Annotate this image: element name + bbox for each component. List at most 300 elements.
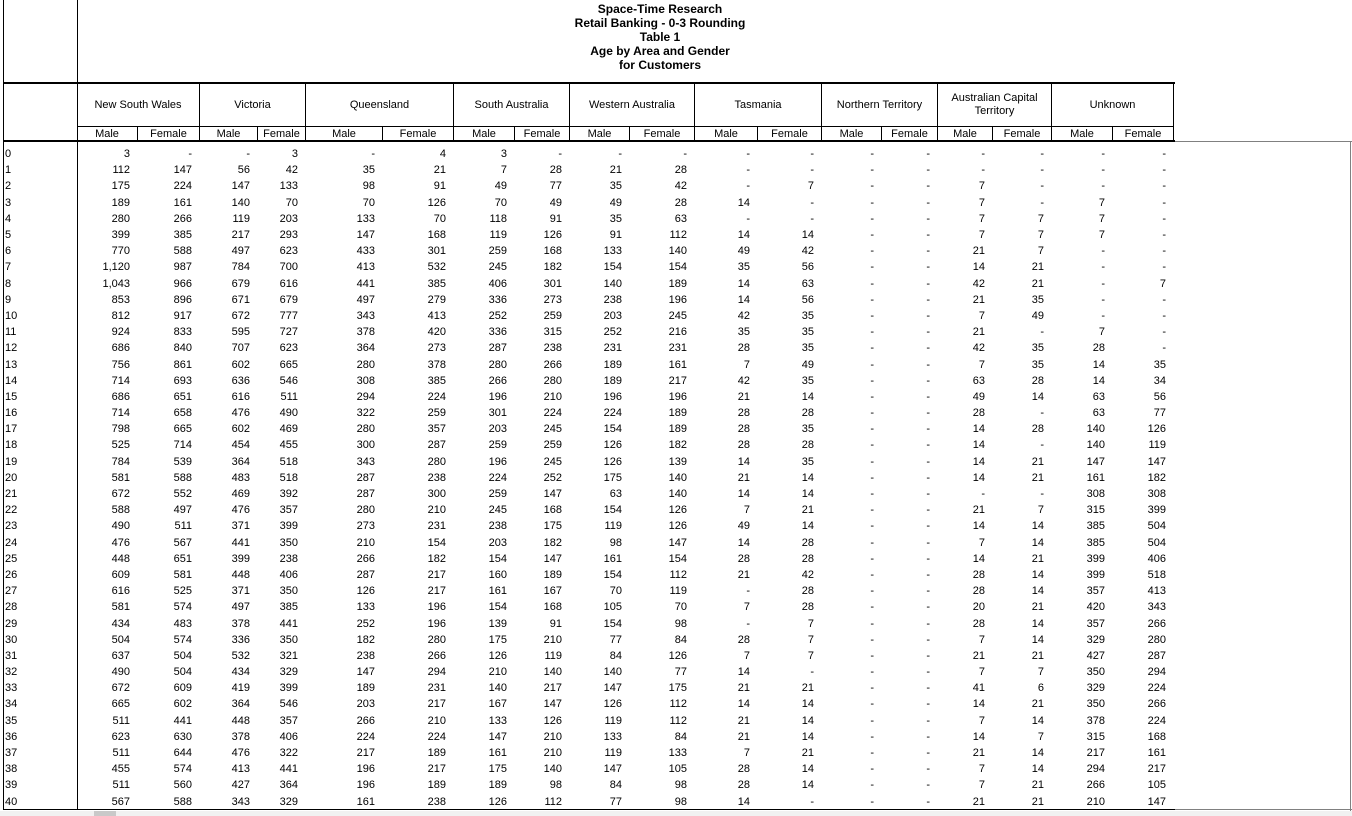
data-cell: 343 <box>356 309 375 322</box>
data-cell: 49 <box>549 196 562 209</box>
table-row <box>3 502 1174 518</box>
data-cell: 203 <box>356 698 375 711</box>
data-cell: 56 <box>801 293 814 306</box>
data-cell: 266 <box>1086 779 1105 792</box>
data-cell: - <box>870 342 874 355</box>
table-row <box>3 389 1174 405</box>
data-cell: 189 <box>603 374 622 387</box>
data-cell: 525 <box>173 585 192 598</box>
data-cell: 504 <box>1147 536 1166 549</box>
data-cell: - <box>1101 277 1105 290</box>
data-cell: 182 <box>668 439 687 452</box>
data-cell: 672 <box>111 488 130 501</box>
data-cell: 119 <box>604 714 622 727</box>
data-cell: 21 <box>737 471 750 484</box>
table-row <box>3 340 1174 356</box>
data-cell: - <box>926 747 930 760</box>
age-row-label: 2 <box>5 180 12 193</box>
data-cell: 140 <box>543 666 562 679</box>
data-cell: 357 <box>1086 617 1105 630</box>
gender-header-female: Female <box>882 127 938 140</box>
age-row-label: 37 <box>5 747 18 760</box>
data-cell: 567 <box>111 795 130 808</box>
data-cell: 7 <box>978 633 985 646</box>
data-cell: 441 <box>356 277 375 290</box>
column-header-queensland: Queensland <box>306 84 454 127</box>
data-cell: 175 <box>668 682 687 695</box>
data-cell: 3 <box>123 148 130 161</box>
age-row-label: 3 <box>5 196 12 209</box>
data-cell: 98 <box>549 779 562 792</box>
data-cell: - <box>870 439 874 452</box>
data-cell: 301 <box>488 407 507 420</box>
data-cell: - <box>870 633 874 646</box>
age-row-label: 20 <box>5 471 18 484</box>
data-cell: 966 <box>173 277 192 290</box>
data-cell: 77 <box>674 666 687 679</box>
data-cell: 294 <box>427 666 446 679</box>
data-cell: 14 <box>801 714 814 727</box>
data-cell: 14 <box>737 293 750 306</box>
data-cell: 21 <box>972 795 985 808</box>
data-cell: 210 <box>543 730 562 743</box>
data-cell: 119 <box>544 649 562 662</box>
data-cell: 504 <box>1147 520 1166 533</box>
table-row <box>3 729 1174 745</box>
data-cell: 602 <box>173 698 192 711</box>
data-cell: 210 <box>543 747 562 760</box>
data-cell: 343 <box>356 455 375 468</box>
table-row <box>3 599 1174 615</box>
data-cell: 406 <box>1147 552 1166 565</box>
data-cell: 21 <box>972 747 985 760</box>
data-cell: 112 <box>669 698 687 711</box>
data-cell: 28 <box>972 585 985 598</box>
data-cell: 35 <box>801 309 814 322</box>
column-header-new-south-wales: New South Wales <box>77 84 200 127</box>
data-cell: 266 <box>1147 698 1166 711</box>
table-row <box>3 276 1174 292</box>
scrollbar-thumb[interactable] <box>94 811 116 816</box>
data-cell: 14 <box>801 488 814 501</box>
data-cell: 21 <box>972 326 985 339</box>
data-cell: 294 <box>356 390 375 403</box>
data-cell: 14 <box>737 229 750 242</box>
data-cell: 126 <box>488 795 507 808</box>
data-cell: 378 <box>427 358 446 371</box>
data-cell: 679 <box>279 293 298 306</box>
data-cell: 14 <box>972 698 985 711</box>
data-cell: 308 <box>1147 488 1166 501</box>
data-cell: 216 <box>668 326 687 339</box>
data-cell: 7 <box>978 779 985 792</box>
age-row-label: 25 <box>5 552 18 565</box>
data-cell: - <box>1040 439 1044 452</box>
data-cell: 231 <box>668 342 687 355</box>
data-cell: 371 <box>231 520 250 533</box>
data-cell: 140 <box>488 682 507 695</box>
data-cell: 189 <box>427 747 446 760</box>
data-cell: 238 <box>279 552 298 565</box>
data-cell: 315 <box>543 326 562 339</box>
data-cell: - <box>1101 148 1105 161</box>
data-cell: 49 <box>972 390 985 403</box>
data-cell: 14 <box>737 698 750 711</box>
data-cell: 350 <box>1086 698 1105 711</box>
data-cell: 189 <box>603 358 622 371</box>
data-cell: 35 <box>1153 358 1166 371</box>
age-row-label: 0 <box>5 148 12 161</box>
data-cell: 245 <box>668 309 687 322</box>
data-cell: 238 <box>543 342 562 355</box>
data-cell: 861 <box>173 358 192 371</box>
data-cell: 427 <box>1086 649 1105 662</box>
data-cell: 140 <box>231 196 250 209</box>
table-row <box>3 777 1174 793</box>
data-cell: 455 <box>111 763 130 776</box>
data-cell: 210 <box>427 714 446 727</box>
data-cell: 378 <box>1086 714 1105 727</box>
data-cell: 28 <box>737 407 750 420</box>
data-cell: 504 <box>173 666 192 679</box>
data-cell: 441 <box>231 536 250 549</box>
data-cell: - <box>926 552 930 565</box>
data-cell: 238 <box>427 471 446 484</box>
data-cell: 77 <box>549 180 562 193</box>
data-cell: 56 <box>237 164 250 177</box>
data-cell: 287 <box>488 342 507 355</box>
data-cell: 196 <box>488 455 507 468</box>
data-cell: 133 <box>488 714 507 727</box>
data-cell: - <box>1040 488 1044 501</box>
data-cell: 161 <box>1086 471 1105 484</box>
data-cell: 525 <box>111 439 130 452</box>
data-cell: 182 <box>356 633 375 646</box>
data-cell: 147 <box>543 488 562 501</box>
data-cell: - <box>870 358 874 371</box>
data-cell: 385 <box>173 229 192 242</box>
data-cell: 399 <box>279 520 298 533</box>
data-cell: 147 <box>543 698 562 711</box>
report-title-block <box>0 2 1320 72</box>
gender-header-female: Female <box>758 127 822 140</box>
data-cell: 602 <box>231 423 250 436</box>
data-cell: 329 <box>1086 682 1105 695</box>
data-cell: 7 <box>1098 212 1105 225</box>
data-cell: 119 <box>604 520 622 533</box>
data-cell: 420 <box>1086 601 1105 614</box>
data-cell: - <box>746 148 750 161</box>
data-cell: 300 <box>427 488 446 501</box>
data-cell: 343 <box>1147 601 1166 614</box>
data-cell: 280 <box>356 423 375 436</box>
data-cell: 644 <box>173 747 192 760</box>
data-cell: 28 <box>737 423 750 436</box>
data-cell: - <box>1162 342 1166 355</box>
data-cell: 77 <box>609 795 622 808</box>
data-cell: - <box>870 164 874 177</box>
data-cell: - <box>810 795 814 808</box>
horizontal-scrollbar[interactable] <box>0 811 1352 816</box>
data-cell: 126 <box>668 520 687 533</box>
data-cell: 133 <box>603 730 622 743</box>
data-cell: 196 <box>427 617 446 630</box>
data-cell: - <box>870 795 874 808</box>
age-row-label: 32 <box>5 666 18 679</box>
data-cell: 588 <box>111 504 130 517</box>
data-cell: 518 <box>279 455 298 468</box>
data-cell: - <box>870 763 874 776</box>
data-cell: 35 <box>801 326 814 339</box>
data-cell: 154 <box>603 568 622 581</box>
data-cell: 315 <box>1086 730 1105 743</box>
data-cell: - <box>981 488 985 501</box>
data-cell: 798 <box>111 423 130 436</box>
data-cell: - <box>246 148 250 161</box>
table-row <box>3 648 1174 664</box>
data-cell: 63 <box>1092 390 1105 403</box>
data-cell: 7 <box>978 714 985 727</box>
data-cell: 126 <box>427 196 446 209</box>
data-cell: 266 <box>488 374 507 387</box>
data-cell: - <box>870 682 874 695</box>
data-cell: 49 <box>609 196 622 209</box>
data-cell: - <box>870 730 874 743</box>
data-cell: - <box>1101 293 1105 306</box>
data-cell: 147 <box>356 666 375 679</box>
data-cell: - <box>746 585 750 598</box>
data-cell: 42 <box>674 180 687 193</box>
data-cell: 119 <box>604 747 622 760</box>
data-cell: - <box>618 148 622 161</box>
age-row-label: 26 <box>5 568 18 581</box>
data-cell: 14 <box>972 439 985 452</box>
data-cell: 119 <box>669 585 687 598</box>
data-cell: 7 <box>978 763 985 776</box>
data-cell: 21 <box>609 164 622 177</box>
column-header-victoria: Victoria <box>200 84 306 127</box>
data-cell: 42 <box>801 245 814 258</box>
data-cell: 35 <box>801 455 814 468</box>
data-cell: 7 <box>1098 196 1105 209</box>
data-cell: 385 <box>427 374 446 387</box>
data-cell: 14 <box>1031 520 1044 533</box>
data-cell: 420 <box>427 326 446 339</box>
data-cell: 321 <box>279 649 298 662</box>
table-row <box>3 437 1174 453</box>
data-cell: 357 <box>427 423 446 436</box>
data-cell: 3 <box>500 148 507 161</box>
data-cell: 35 <box>1031 358 1044 371</box>
data-cell: 189 <box>668 277 687 290</box>
data-cell: - <box>870 309 874 322</box>
data-cell: - <box>926 212 930 225</box>
data-cell: 84 <box>674 633 687 646</box>
data-cell: 224 <box>427 390 446 403</box>
age-row-label: 1 <box>5 164 12 177</box>
data-cell: 7 <box>807 180 814 193</box>
data-cell: 595 <box>231 326 250 339</box>
data-cell: 532 <box>427 261 446 274</box>
data-cell: 203 <box>603 309 622 322</box>
data-cell: 35 <box>801 342 814 355</box>
age-row-label: 34 <box>5 698 18 711</box>
data-cell: 28 <box>972 617 985 630</box>
data-cell: 7 <box>807 617 814 630</box>
data-cell: 21 <box>972 245 985 258</box>
data-cell: 21 <box>1031 601 1044 614</box>
data-cell: 273 <box>356 520 375 533</box>
table-row <box>3 227 1174 243</box>
age-row-label: 33 <box>5 682 18 695</box>
table-row <box>3 373 1174 389</box>
data-cell: - <box>926 682 930 695</box>
data-cell: - <box>870 471 874 484</box>
data-cell: - <box>870 455 874 468</box>
data-cell: 784 <box>231 261 250 274</box>
data-cell: 385 <box>1086 536 1105 549</box>
data-cell: 7 <box>978 196 985 209</box>
data-cell: 238 <box>488 520 507 533</box>
data-cell: 707 <box>231 342 250 355</box>
data-cell: 118 <box>489 212 507 225</box>
data-cell: 7 <box>1159 277 1166 290</box>
data-cell: 301 <box>543 277 562 290</box>
data-cell: 210 <box>356 536 375 549</box>
data-cell: 14 <box>972 471 985 484</box>
data-cell: - <box>870 423 874 436</box>
data-cell: - <box>1040 180 1044 193</box>
data-cell: - <box>1040 326 1044 339</box>
data-cell: 126 <box>488 649 507 662</box>
data-cell: 14 <box>1031 585 1044 598</box>
data-cell: - <box>926 568 930 581</box>
data-cell: 245 <box>488 504 507 517</box>
data-cell: 14 <box>972 552 985 565</box>
data-cell: - <box>926 633 930 646</box>
gender-header-male: Male <box>938 127 993 140</box>
data-cell: 266 <box>543 358 562 371</box>
data-cell: 91 <box>433 180 446 193</box>
data-cell: 427 <box>231 779 250 792</box>
data-cell: 350 <box>279 585 298 598</box>
data-cell: - <box>926 471 930 484</box>
data-cell: 14 <box>801 471 814 484</box>
data-cell: 133 <box>279 180 298 193</box>
data-cell: 413 <box>231 763 250 776</box>
data-cell: - <box>926 390 930 403</box>
data-cell: - <box>926 261 930 274</box>
data-cell: 448 <box>111 552 130 565</box>
data-cell: 3 <box>291 148 298 161</box>
data-cell: 14 <box>801 730 814 743</box>
data-cell: 41 <box>972 682 985 695</box>
data-cell: 70 <box>674 601 687 614</box>
data-cell: 14 <box>972 455 985 468</box>
table-row <box>3 470 1174 486</box>
data-cell: 552 <box>173 488 192 501</box>
data-cell: 336 <box>231 633 250 646</box>
gender-header-male: Male <box>77 127 138 140</box>
data-cell: 224 <box>603 407 622 420</box>
data-cell: 56 <box>1153 390 1166 403</box>
data-cell: 518 <box>279 471 298 484</box>
data-cell: 1,120 <box>102 261 130 274</box>
data-cell: 154 <box>427 536 446 549</box>
data-cell: 392 <box>279 488 298 501</box>
gender-header-row <box>77 127 1174 140</box>
data-cell: 14 <box>1031 390 1044 403</box>
data-cell: 7 <box>743 504 750 517</box>
data-cell: - <box>926 439 930 452</box>
data-cell: - <box>870 536 874 549</box>
data-cell: - <box>870 779 874 792</box>
data-cell: 301 <box>427 245 446 258</box>
data-cell: 665 <box>173 423 192 436</box>
data-cell: 987 <box>173 261 192 274</box>
data-cell: 91 <box>609 229 622 242</box>
data-cell: 42 <box>737 374 750 387</box>
data-cell: 168 <box>543 601 562 614</box>
data-cell: 203 <box>279 212 298 225</box>
data-cell: 126 <box>668 649 687 662</box>
data-cell: 581 <box>111 601 130 614</box>
table-row <box>3 696 1174 712</box>
data-cell: 7 <box>500 164 507 177</box>
data-cell: 21 <box>1031 471 1044 484</box>
data-cell: 196 <box>668 293 687 306</box>
data-cell: - <box>870 212 874 225</box>
data-cell: 21 <box>1031 698 1044 711</box>
data-cell: 7 <box>1037 245 1044 258</box>
data-cell: 672 <box>111 682 130 695</box>
data-cell: 280 <box>356 504 375 517</box>
table-body <box>3 146 1174 810</box>
gender-header-female: Female <box>630 127 695 140</box>
data-cell: - <box>870 390 874 403</box>
data-cell: 210 <box>543 390 562 403</box>
data-cell: 574 <box>173 763 192 776</box>
report-title-line-3: Table 1 <box>639 30 681 44</box>
age-row-label: 13 <box>5 358 18 371</box>
age-row-label: 18 <box>5 439 18 452</box>
data-cell: 147 <box>1086 455 1105 468</box>
data-cell: 168 <box>427 229 446 242</box>
data-cell: 7 <box>1037 212 1044 225</box>
data-cell: 105 <box>1147 779 1166 792</box>
data-cell: 609 <box>111 568 130 581</box>
data-cell: 14 <box>1031 633 1044 646</box>
data-cell: 217 <box>231 229 250 242</box>
data-cell: - <box>1162 229 1166 242</box>
data-cell: 21 <box>737 730 750 743</box>
data-cell: - <box>870 261 874 274</box>
data-cell: - <box>870 374 874 387</box>
data-cell: - <box>981 148 985 161</box>
age-row-label: 14 <box>5 374 18 387</box>
data-cell: - <box>926 148 930 161</box>
data-cell: 238 <box>603 293 622 306</box>
data-cell: 196 <box>488 390 507 403</box>
data-cell: 63 <box>972 374 985 387</box>
data-cell: 399 <box>1086 552 1105 565</box>
data-cell: 21 <box>1031 261 1044 274</box>
data-cell: 476 <box>231 407 250 420</box>
data-cell: 252 <box>543 471 562 484</box>
data-cell: 413 <box>356 261 375 274</box>
data-cell: - <box>1101 164 1105 177</box>
data-cell: 210 <box>427 504 446 517</box>
